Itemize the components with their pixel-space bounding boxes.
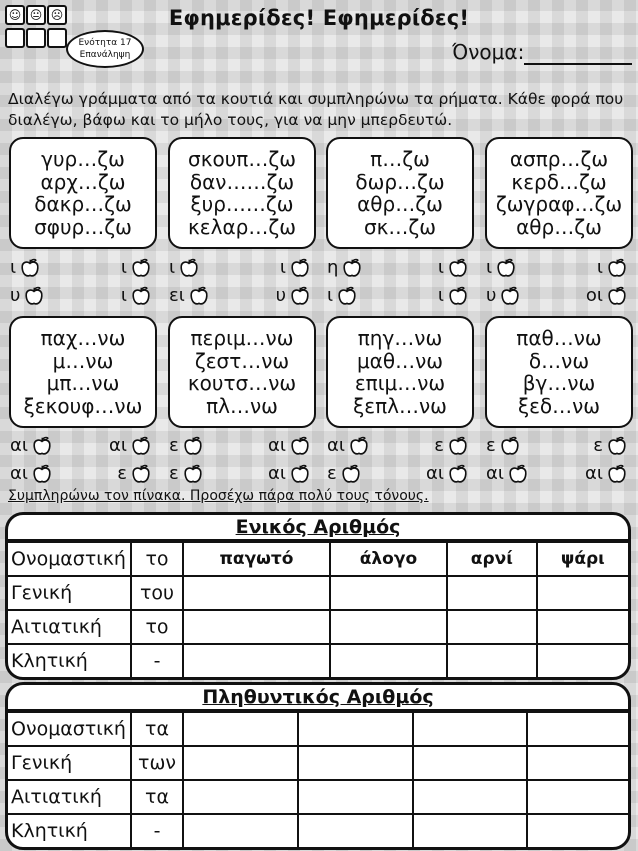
answer-cell[interactable] [537, 644, 628, 677]
article: των [131, 746, 183, 780]
word-blank[interactable]: ζεστ…νω [194, 348, 290, 373]
answer-cell[interactable] [413, 814, 528, 847]
answer-cell[interactable] [527, 780, 628, 814]
letter-choice: αι [10, 435, 28, 456]
letter-option[interactable] [280, 257, 311, 279]
letter-choice: ι [596, 257, 603, 278]
answer-cell[interactable] [183, 712, 298, 746]
answer-cell[interactable] [447, 610, 537, 644]
apple-icon[interactable] [447, 435, 469, 457]
answer-cell[interactable] [330, 644, 447, 677]
apple-icon[interactable] [31, 435, 53, 457]
letter-choice: ι [437, 257, 444, 278]
name-field[interactable] [524, 63, 632, 65]
apple-icon[interactable] [289, 285, 311, 307]
answer-cell[interactable] [330, 610, 447, 644]
case-label: Κλητική [8, 644, 131, 677]
letter-choice: ε [327, 463, 337, 484]
answer-cell[interactable] [183, 814, 298, 847]
letter-choice: ι [169, 257, 176, 278]
word-blank[interactable]: δωρ…ζω [355, 169, 445, 194]
instruction-letters: Διαλέγω γράμματα από τα κουτιά και συμπληρώνω τα ρήματα. Κάθε φορά που διαλέγω, βάφω και το μήλο τους, για να μην μπερδευτώ. [8, 90, 624, 129]
apple-icon[interactable] [447, 257, 469, 279]
word-box [9, 316, 157, 428]
word-blank[interactable]: ξεπλ…νω [353, 393, 447, 418]
table-row [8, 814, 628, 847]
apple-icon[interactable] [447, 463, 469, 485]
noun-header: άλογο [330, 542, 447, 576]
letter-options [323, 462, 473, 485]
letter-choice: υ [10, 285, 21, 306]
answer-cell[interactable] [298, 746, 413, 780]
letter-choice: ι [486, 257, 493, 278]
checkbox-2[interactable] [26, 28, 46, 48]
letter-option[interactable] [268, 463, 311, 485]
letter-choice: ει [169, 285, 185, 306]
table-row [8, 746, 628, 780]
letter-options [482, 462, 632, 485]
letter-options [6, 434, 156, 457]
letter-choice: ι [279, 257, 286, 278]
letter-option[interactable] [438, 285, 469, 307]
answer-cell[interactable] [298, 780, 413, 814]
word-blank[interactable]: περιμ…νω [190, 326, 294, 350]
letter-option[interactable] [486, 435, 521, 457]
plural-caption: Πληθυντικός Αριθμός [8, 685, 628, 711]
answer-cell[interactable] [527, 746, 628, 780]
word-blank[interactable]: επιμ…νω [354, 371, 446, 395]
letter-option[interactable] [121, 257, 152, 279]
word-blank[interactable]: ζωγραφ…ζω [495, 192, 623, 216]
letter-option[interactable] [486, 463, 529, 485]
apple-icon[interactable] [606, 257, 628, 279]
letter-choice: αι [486, 463, 504, 484]
table-row [8, 780, 628, 814]
letter-option[interactable] [585, 463, 628, 485]
case-label: Αιτιατική [8, 780, 131, 814]
letter-options [165, 284, 315, 307]
letter-option[interactable] [586, 285, 628, 307]
letter-option[interactable] [10, 463, 53, 485]
answer-cell[interactable] [298, 814, 413, 847]
checkbox-3[interactable] [47, 28, 67, 48]
apple-icon[interactable] [447, 285, 469, 307]
word-blank[interactable]: μπ…νω [46, 371, 120, 395]
letter-choice: ε [169, 463, 179, 484]
letter-options [6, 256, 156, 279]
letter-choice: αι [109, 435, 127, 456]
letter-option[interactable] [10, 435, 53, 457]
letter-choice: ε [434, 435, 444, 456]
table-row [8, 610, 628, 644]
letter-option[interactable] [169, 285, 210, 307]
letter-options [323, 284, 473, 307]
word-box [168, 316, 316, 428]
noun-header: αρνί [447, 542, 537, 576]
apple-icon[interactable] [348, 435, 370, 457]
word-blank[interactable]: ξεκουφ…νω [23, 393, 143, 418]
letter-option[interactable] [109, 435, 152, 457]
table-row [8, 712, 628, 746]
apple-icon[interactable] [606, 463, 628, 485]
case-label: Ονομαστική [8, 542, 131, 576]
word-blank[interactable]: σφυρ…ζω [34, 214, 132, 239]
answer-cell[interactable] [527, 712, 628, 746]
apple-icon[interactable] [31, 463, 53, 485]
answer-cell[interactable] [183, 746, 298, 780]
word-blank[interactable]: μ…νω [52, 348, 114, 373]
word-blank[interactable]: γυρ…ζω [41, 147, 125, 171]
letter-option[interactable] [438, 257, 469, 279]
answer-cell[interactable] [330, 576, 447, 610]
word-blank[interactable]: κελαρ…ζω [188, 214, 296, 239]
word-blank[interactable]: πηγ…νω [357, 326, 443, 350]
letter-options [165, 434, 315, 457]
apple-icon[interactable] [19, 257, 41, 279]
letter-options [323, 256, 473, 279]
answer-cell[interactable] [447, 644, 537, 677]
answer-cell[interactable] [413, 712, 528, 746]
article: τα [131, 712, 183, 746]
letter-option[interactable] [486, 257, 517, 279]
word-box [168, 137, 316, 249]
word-blank[interactable]: παθ…νω [516, 326, 602, 350]
letter-options [165, 462, 315, 485]
badge-unit: Ενότητα 17 [78, 38, 132, 48]
letter-option[interactable] [117, 463, 152, 485]
letter-option[interactable] [327, 285, 358, 307]
letter-option[interactable] [597, 257, 628, 279]
letter-choice: αι [426, 463, 444, 484]
word-blank[interactable]: πλ…νω [206, 393, 278, 418]
article: το [131, 542, 183, 576]
case-label: Ονομαστική [8, 712, 131, 746]
letter-option[interactable] [327, 463, 362, 485]
letter-choice: ι [120, 257, 127, 278]
letter-options [6, 462, 156, 485]
word-blank[interactable]: βγ…νω [522, 371, 596, 395]
letter-options [6, 284, 156, 307]
apple-icon[interactable] [499, 285, 521, 307]
singular-caption: Ενικός Αριθμός [8, 515, 628, 541]
answer-cell[interactable] [298, 712, 413, 746]
word-blank[interactable]: δ…νω [528, 348, 590, 373]
checkbox-1[interactable] [5, 28, 25, 48]
name-label: Όνομα: [452, 40, 525, 64]
answer-cell[interactable] [413, 746, 528, 780]
word-box [485, 137, 633, 249]
apple-icon[interactable] [130, 435, 152, 457]
case-label: Αιτιατική [8, 610, 131, 644]
letter-choice: η [327, 257, 339, 278]
word-box [326, 137, 474, 249]
apple-icon[interactable] [336, 285, 358, 307]
letter-choice: ι [120, 285, 127, 306]
letter-choice: ι [327, 285, 334, 306]
letter-option[interactable] [327, 435, 370, 457]
word-blank[interactable]: ξεδ…νω [517, 393, 601, 418]
letter-options [323, 434, 473, 457]
answer-cell[interactable] [413, 780, 528, 814]
letter-option[interactable] [593, 435, 628, 457]
word-blank[interactable]: σκουπ…ζω [188, 147, 296, 171]
letter-option[interactable] [434, 435, 469, 457]
apple-icon[interactable] [606, 435, 628, 457]
word-blank[interactable]: ασπρ…ζω [509, 147, 609, 171]
letter-options [482, 284, 632, 307]
neutral-face-icon[interactable]: 😐 [26, 5, 46, 25]
article: το [131, 610, 183, 644]
word-blank[interactable]: δαν……ζω [189, 169, 295, 194]
article: - [131, 644, 183, 677]
letter-choice: αι [10, 463, 28, 484]
apple-icon[interactable] [23, 285, 45, 307]
page-title: Εφημερίδες! Εφημερίδες! [168, 6, 470, 30]
letter-choice: ε [169, 435, 179, 456]
letter-choice: υ [486, 285, 497, 306]
sad-face-icon[interactable]: ☹ [47, 5, 67, 25]
plural-table [5, 682, 631, 850]
noun-header: ψάρι [537, 542, 628, 576]
word-blank[interactable]: παχ…νω [40, 326, 126, 350]
apple-icon[interactable] [130, 463, 152, 485]
letter-option[interactable] [10, 285, 45, 307]
apple-icon[interactable] [188, 285, 210, 307]
letter-option[interactable] [486, 285, 521, 307]
letter-options [482, 256, 632, 279]
apple-icon[interactable] [606, 285, 628, 307]
letter-choice: ι [437, 285, 444, 306]
table-row [8, 542, 628, 576]
letter-choice: αι [585, 463, 603, 484]
letter-option[interactable] [426, 463, 469, 485]
word-blank[interactable]: αθρ…ζω [516, 214, 602, 239]
letter-option[interactable] [268, 435, 311, 457]
article: τα [131, 780, 183, 814]
letter-choice: ε [117, 463, 127, 484]
letter-choice: ε [486, 435, 496, 456]
answer-cell[interactable] [183, 644, 330, 677]
answer-cell[interactable] [183, 610, 330, 644]
apple-icon[interactable] [130, 285, 152, 307]
happy-face-icon[interactable]: ☺ [5, 5, 25, 25]
answer-cell[interactable] [537, 610, 628, 644]
apple-icon[interactable] [178, 257, 200, 279]
badge-review: Επανάληψη [79, 50, 131, 60]
letter-option[interactable] [327, 257, 363, 279]
case-label: Γενική [8, 576, 131, 610]
apple-icon[interactable] [182, 463, 204, 485]
letter-choice: αι [268, 435, 286, 456]
article: του [131, 576, 183, 610]
word-blank[interactable]: δακρ…ζω [34, 192, 132, 216]
apple-icon[interactable] [340, 463, 362, 485]
letter-choice: αι [268, 463, 286, 484]
apple-icon[interactable] [182, 435, 204, 457]
answer-cell[interactable] [537, 576, 628, 610]
article: - [131, 814, 183, 847]
word-blank[interactable]: αθρ…ζω [357, 192, 443, 216]
apple-icon[interactable] [507, 463, 529, 485]
letter-options [482, 434, 632, 457]
answer-cell[interactable] [183, 780, 298, 814]
word-blank[interactable]: π…ζω [370, 147, 430, 171]
letter-option[interactable] [169, 463, 204, 485]
noun-header: παγωτό [183, 542, 330, 576]
letter-option[interactable] [169, 257, 200, 279]
unit-badge [66, 30, 144, 68]
table-row [8, 644, 628, 677]
word-box [485, 316, 633, 428]
apple-icon[interactable] [499, 435, 521, 457]
letter-choice: αι [327, 435, 345, 456]
apple-icon[interactable] [495, 257, 517, 279]
letter-choice: οι [585, 285, 603, 306]
apple-icon[interactable] [289, 257, 311, 279]
word-blank[interactable]: κερδ…ζω [511, 169, 607, 194]
letter-option[interactable] [169, 435, 204, 457]
apple-icon[interactable] [341, 257, 363, 279]
letter-choice: ε [593, 435, 603, 456]
letter-option[interactable] [276, 285, 311, 307]
case-label: Κλητική [8, 814, 131, 847]
word-box [326, 316, 474, 428]
word-blank[interactable]: ξυρ……ζω [190, 192, 294, 216]
word-blank[interactable]: σκ…ζω [363, 214, 437, 239]
letter-choice: ι [10, 257, 17, 278]
table-row [8, 576, 628, 610]
apple-icon[interactable] [289, 435, 311, 457]
apple-icon[interactable] [289, 463, 311, 485]
word-box [9, 137, 157, 249]
word-blank[interactable]: κουτσ…νω [187, 371, 297, 395]
letter-options [165, 256, 315, 279]
answer-cell[interactable] [183, 576, 330, 610]
answer-cell[interactable] [527, 814, 628, 847]
singular-table [5, 512, 631, 680]
letter-choice: υ [275, 285, 286, 306]
case-label: Γενική [8, 746, 131, 780]
word-blank[interactable]: μαθ…νω [356, 348, 444, 373]
apple-icon[interactable] [130, 257, 152, 279]
word-blank[interactable]: αρχ…ζω [40, 169, 126, 194]
instruction-table: Συμπληρώνω τον πίνακα. Προσέχω πάρα πολύ τους τόνους. [8, 488, 429, 504]
letter-option[interactable] [10, 257, 41, 279]
answer-cell[interactable] [447, 576, 537, 610]
letter-option[interactable] [121, 285, 152, 307]
